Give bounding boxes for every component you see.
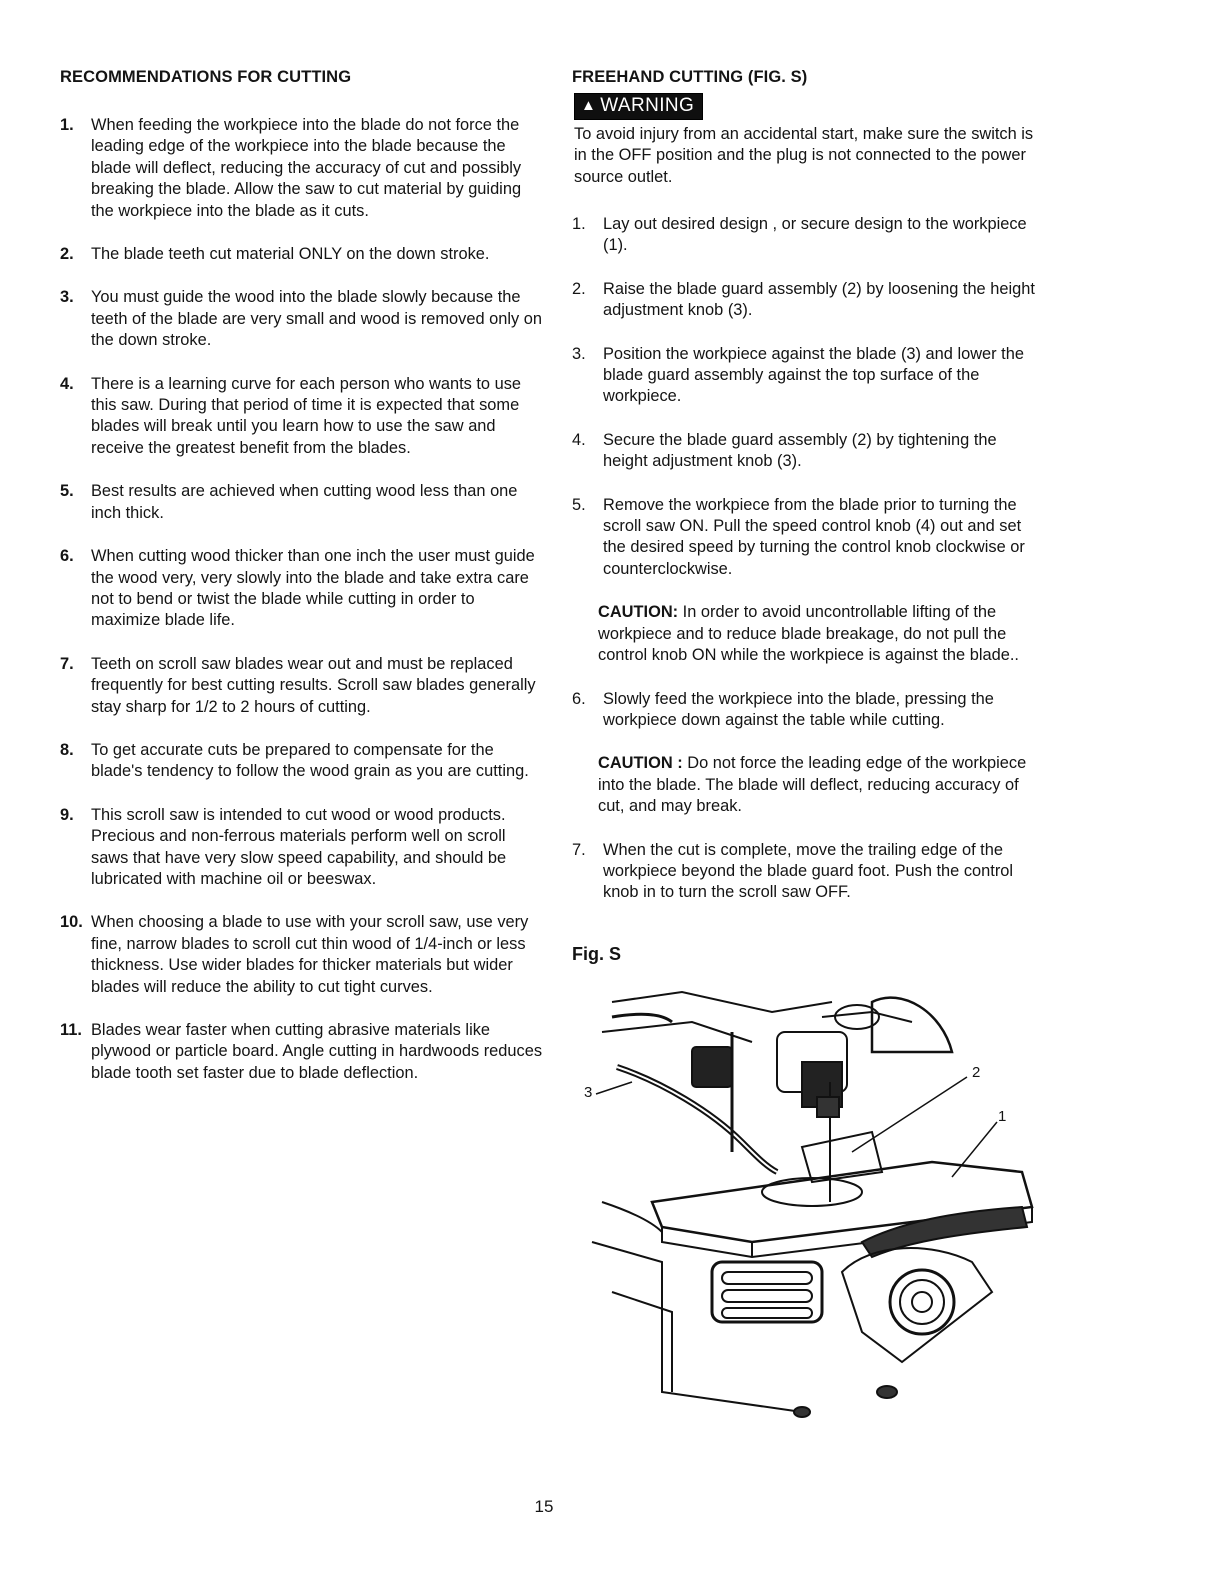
list-item [572, 279, 1042, 322]
list-item [572, 840, 1042, 904]
item-number: 9. [60, 805, 74, 824]
recommendations-list [60, 115, 542, 1106]
caution-note [598, 602, 1042, 666]
list-item [60, 912, 542, 998]
step-text: Remove the workpiece from the blade prior to turning the scroll saw ON. Pull the speed control knob (4) out and set the desired speed by turning the control knob clockwise or counterclockwise. [603, 495, 1025, 578]
item-number: 5. [60, 482, 74, 501]
caution-label: CAUTION : [598, 754, 683, 773]
step-number: 3. [572, 344, 586, 363]
freehand-steps-list [572, 214, 1042, 926]
step-text: Position the workpiece against the blade (3) and lower the blade guard assembly against the top surface of the workpiece. [603, 344, 1024, 406]
figure-label: Fig. S [572, 944, 621, 964]
item-text: To get accurate cuts be prepared to compensate for the blade's tendency to follow the wood grain as you are cutting. [91, 740, 529, 781]
callout-2: 2 [972, 1064, 981, 1081]
caution-note [598, 753, 1042, 817]
caution-text: Do not force the leading edge of the workpiece into the blade. The blade will deflect, reducing accuracy of cut, and may break. [598, 754, 1027, 816]
item-number: 8. [60, 740, 74, 759]
warning-badge [574, 93, 703, 120]
step-number: 2. [572, 279, 586, 298]
list-item [60, 287, 542, 351]
section-heading-recommendations: RECOMMENDATIONS FOR CUTTING [60, 68, 352, 86]
step-number: 4. [572, 430, 586, 449]
step-text: When the cut is complete, move the trailing edge of the workpiece beyond the blade guard foot. Push the control knob in to turn the scroll saw OFF. [603, 840, 1014, 902]
item-text: Teeth on scroll saw blades wear out and must be replaced frequently for best cutting results. Scroll saw blades generally stay sharp for 1/2 to 2 hours of cutting. [91, 654, 536, 716]
item-number: 11. [60, 1021, 82, 1039]
callout-1: 1 [998, 1108, 1007, 1125]
warning-triangle-icon: ▲ [581, 97, 597, 114]
scroll-saw-illustration [572, 972, 1042, 1432]
step-text: Slowly feed the workpiece into the blade, pressing the workpiece down against the table while cutting. [603, 689, 994, 729]
item-text: When feeding the workpiece into the blade do not force the leading edge of the workpiece into the blade because the blade will deflect, reducing the accuracy of cut and possibly breaking the blade. Allow the saw to cut material by guiding the workpiece into the blade as it cuts. [91, 116, 522, 220]
step-number: 5. [572, 495, 586, 514]
list-item [60, 654, 542, 718]
item-text: You must guide the wood into the blade slowly because the teeth of the blade are very small and wood is removed only on the down stroke. [91, 288, 542, 350]
page-number: 15 [534, 1497, 554, 1516]
step-text: Secure the blade guard assembly (2) by tightening the height adjustment knob (3). [603, 430, 997, 471]
warning-text: To avoid injury from an accidental start, make sure the switch is in the OFF position and the plug is not connected to the power source outlet. [574, 125, 1034, 186]
list-item [60, 374, 542, 460]
item-number: 3. [60, 288, 74, 307]
item-text: When cutting wood thicker than one inch the user must guide the wood very, very slowly into the blade and take extra care not to bend or twist the blade while cutting in order to maximize blade life. [91, 547, 535, 630]
list-item [60, 740, 542, 783]
item-text: There is a learning curve for each person who wants to use this saw. During that period of time it is expected that some blades will break until you learn how to use the saw and receive the greatest benefit from the blades. [91, 374, 522, 457]
item-text: Best results are achieved when cutting wood less than one inch thick. [91, 482, 518, 522]
section-heading-freehand: FREEHAND CUTTING (FIG. S) [572, 68, 808, 86]
caution-label: CAUTION: [598, 603, 679, 622]
step-number: 6. [572, 689, 586, 708]
list-item [572, 344, 1042, 408]
item-number: 6. [60, 547, 74, 566]
warning-label: WARNING [600, 95, 695, 116]
list-item [572, 214, 1042, 257]
item-text: The blade teeth cut material ONLY on the down stroke. [91, 245, 490, 264]
item-number: 2. [60, 245, 74, 264]
callout-3: 3 [584, 1084, 593, 1101]
list-item [60, 244, 542, 265]
step-text: Raise the blade guard assembly (2) by loosening the height adjustment knob (3). [603, 279, 1035, 320]
scroll-saw-drawing [572, 972, 1042, 1432]
list-item [572, 495, 1042, 581]
item-number: 7. [60, 654, 74, 673]
list-item [60, 115, 542, 222]
item-text: This scroll saw is intended to cut wood or wood products. Precious and non-ferrous materials perform well on scroll saws that have very slow speed capability, and should be lubricated with machine oil or beeswax. [91, 805, 507, 888]
caution-text: In order to avoid uncontrollable lifting of the workpiece and to reduce blade breakage, do not pull the control knob ON while the workpiece is against the blade.. [598, 603, 1019, 665]
list-item [60, 546, 542, 632]
item-text: When choosing a blade to use with your scroll saw, use very fine, narrow blades to scroll cut thin wood of 1/4-inch or less thickness. Use wider blades for thicker materials but wider blades will reduce the ability to cut tight curves. [91, 913, 529, 996]
step-number: 1. [572, 215, 586, 233]
list-item [60, 1020, 542, 1084]
item-number: 10. [60, 913, 83, 932]
item-text: Blades wear faster when cutting abrasive materials like plywood or particle board. Angle cutting in hardwoods reduces blade tooth set faster due to blade deflection. [91, 1021, 543, 1082]
step-text: Lay out desired design , or secure design to the workpiece (1). [603, 215, 1027, 255]
list-item [60, 481, 542, 524]
step-number: 7. [572, 840, 586, 859]
item-number: 4. [60, 374, 74, 393]
item-number: 1. [60, 116, 74, 134]
list-item [60, 805, 542, 891]
list-item [572, 430, 1042, 473]
list-item [572, 689, 1042, 732]
